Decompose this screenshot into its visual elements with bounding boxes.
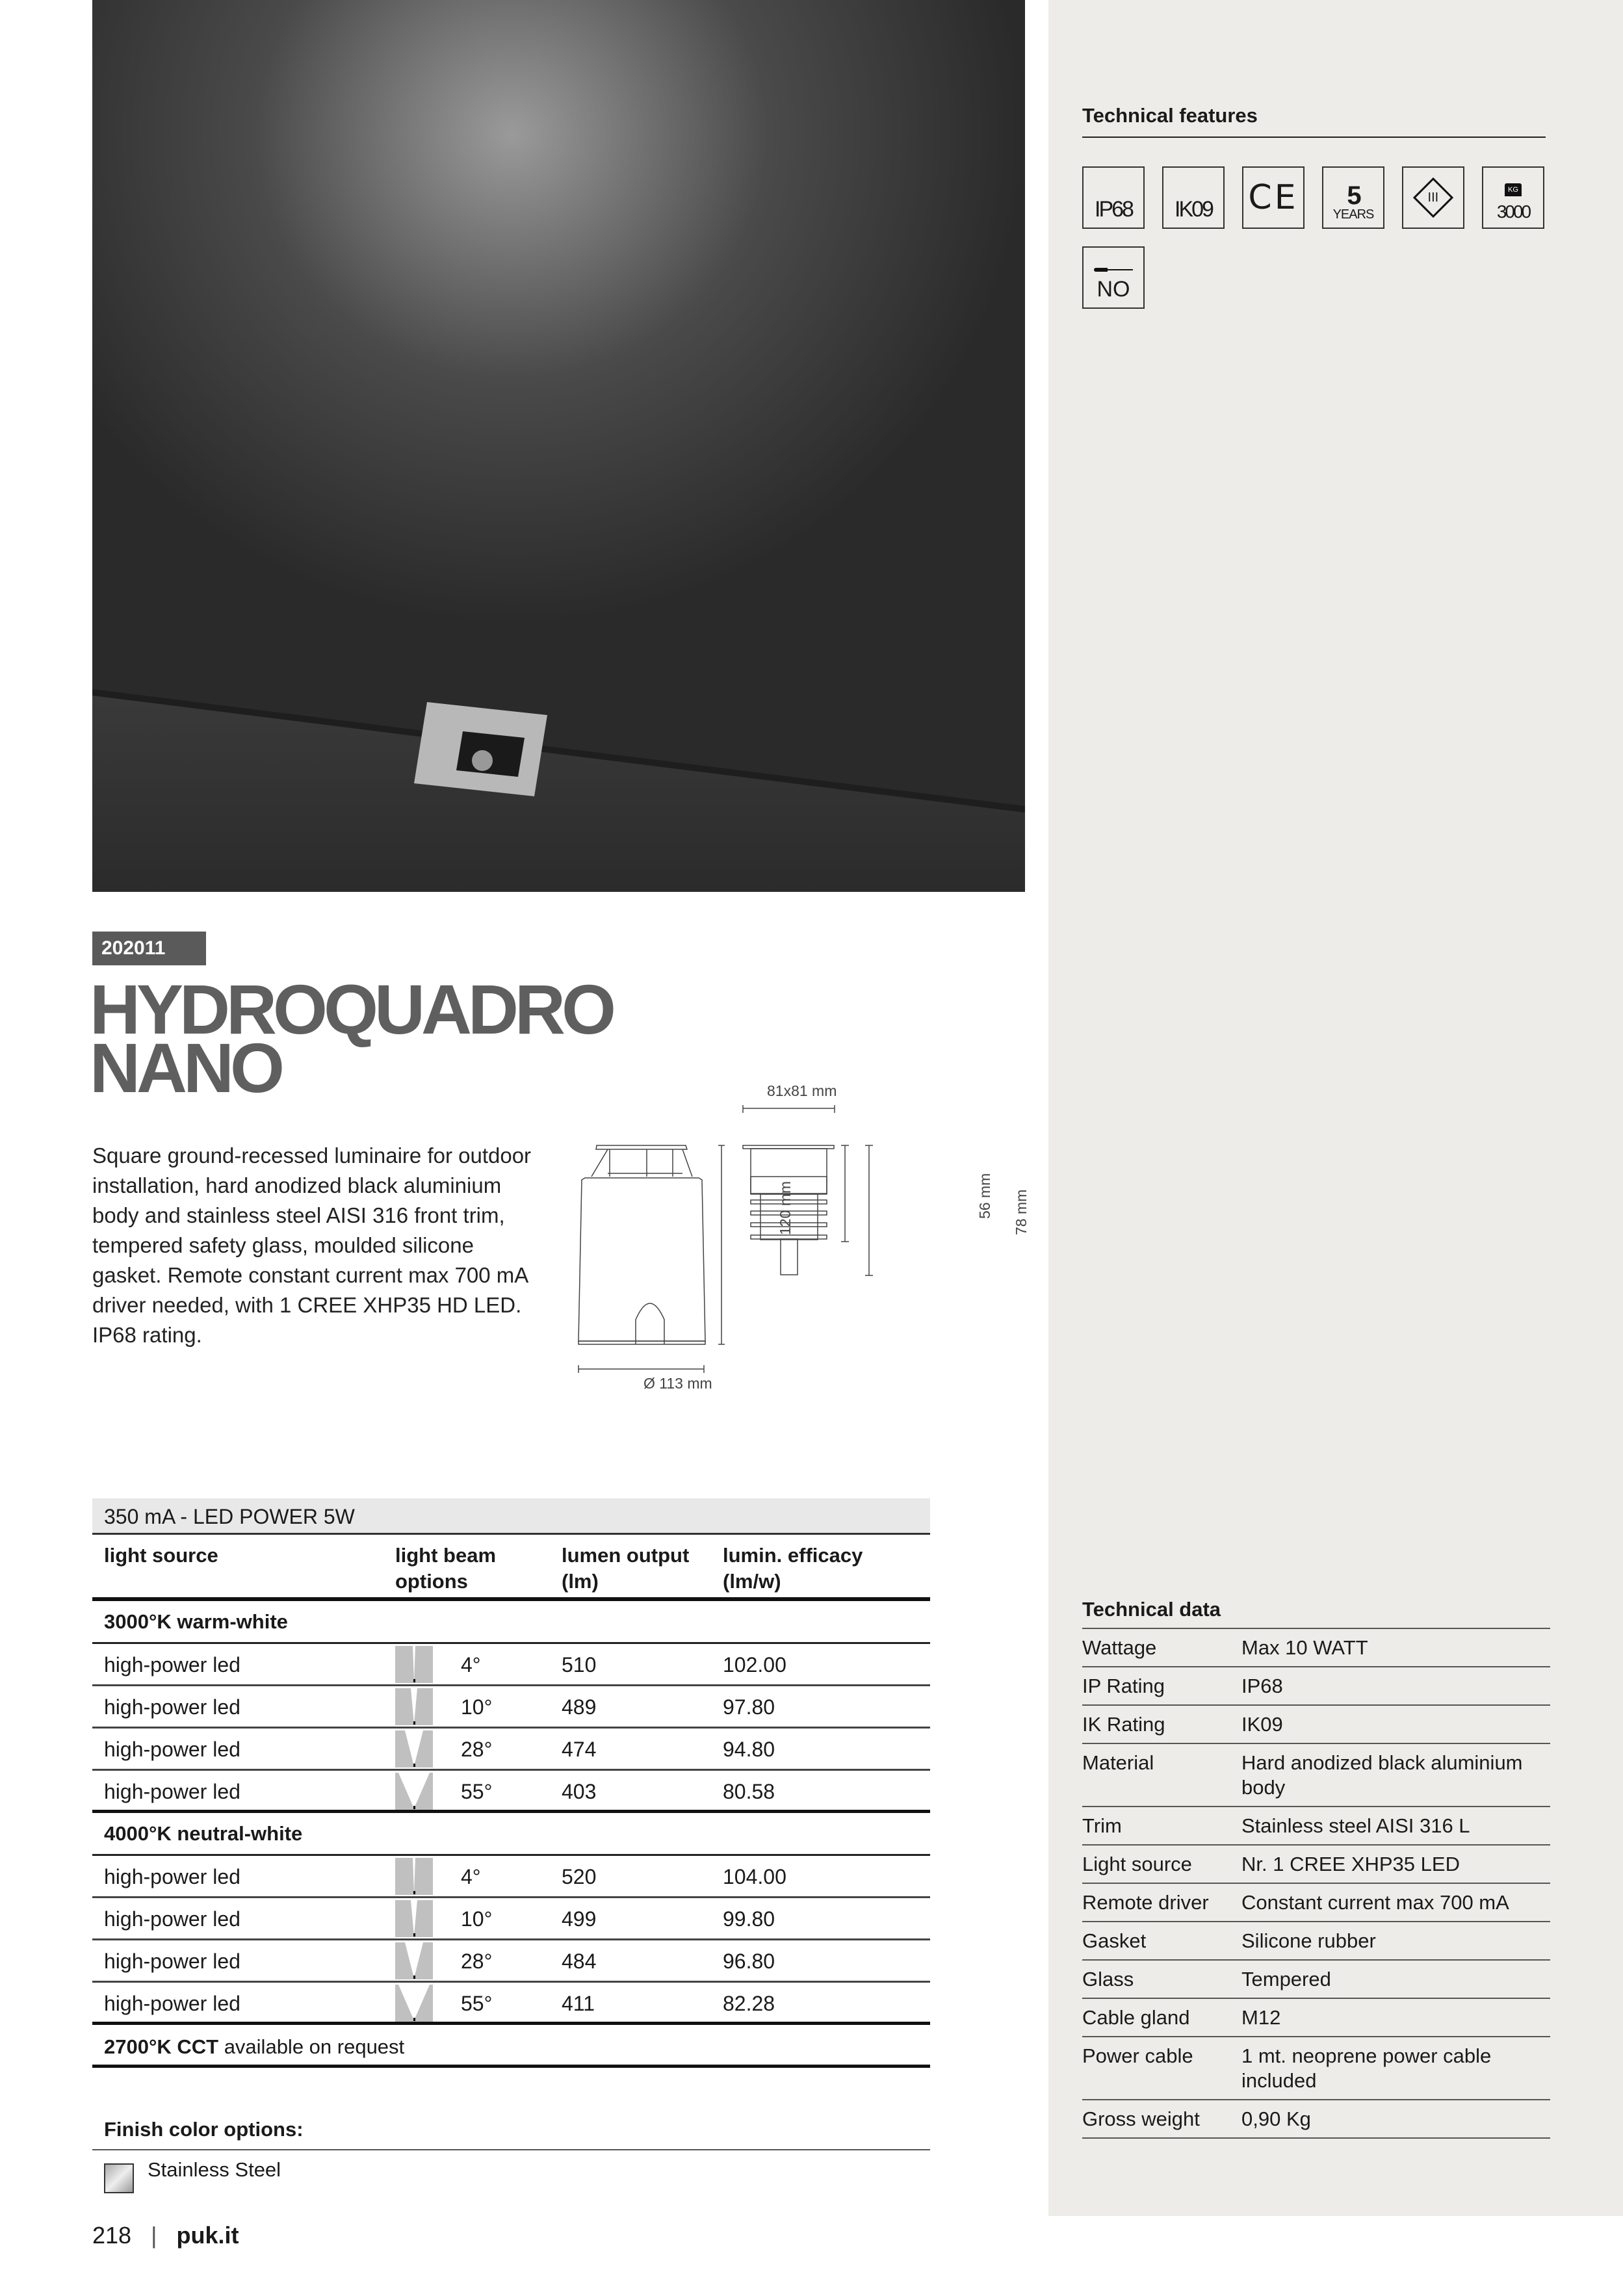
screwdriver-icon (1094, 268, 1133, 272)
dim-height-total: 120 mm (777, 1181, 794, 1235)
tech-data-value: IK09 (1241, 1713, 1283, 1736)
ic-label: CE (1248, 178, 1299, 217)
finish-option (92, 2150, 930, 2196)
class-iii-icon (1402, 166, 1464, 229)
light-source: high-power led (104, 1907, 240, 1931)
page-number: 218 (92, 2222, 132, 2249)
ce-mark-icon (1242, 166, 1305, 229)
ic-label: IP68 (1095, 197, 1132, 222)
technical-data-title: Technical data (1082, 1598, 1550, 1629)
dim-height-body: 56 mm (976, 1173, 993, 1219)
beam-angle-icon (395, 1942, 433, 1979)
tech-data-label: IK Rating (1082, 1713, 1165, 1736)
luminous-efficacy: 96.80 (723, 1950, 775, 1973)
tech-data-value: Max 10 WATT (1241, 1636, 1368, 1659)
luminous-efficacy: 97.80 (723, 1695, 775, 1719)
tech-data-value: Hard anodized black aluminium body (1241, 1751, 1523, 1799)
tech-data-value: IP68 (1241, 1675, 1283, 1697)
technical-features (1082, 104, 1546, 309)
column-header-lumen: lumen output (lm) (562, 1544, 690, 1593)
ic-sub: KG (1505, 183, 1522, 196)
title-line-1: HYDROQUADRO (90, 970, 613, 1049)
lumen-output: 510 (562, 1653, 597, 1676)
ic-label: 3000 (1496, 202, 1530, 222)
tech-data-row (1082, 2037, 1550, 2100)
product-photo (92, 0, 1025, 892)
lumen-output: 411 (562, 1992, 595, 2015)
group-header: 4000°K neutral-white (92, 1813, 930, 1856)
ic-label: NO (1097, 277, 1130, 302)
lumen-output: 484 (562, 1950, 597, 1973)
technical-drawing (559, 1073, 1053, 1398)
dim-diameter: Ø 113 mm (643, 1375, 712, 1392)
ic-label: IK09 (1175, 197, 1212, 222)
tech-data-value: Silicone rubber (1241, 1929, 1376, 1952)
tech-data-label: Remote driver (1082, 1891, 1209, 1914)
tech-data-value: Stainless steel AISI 316 L (1241, 1814, 1470, 1837)
beam-angle: 28° (461, 1950, 493, 1973)
tech-data-row (1082, 1999, 1550, 2037)
cct-note (92, 2025, 930, 2068)
luminous-efficacy: 94.80 (723, 1738, 775, 1761)
tech-data-row (1082, 1961, 1550, 1999)
note-bold: 2700°K CCT (104, 2035, 219, 2058)
diamond (1413, 177, 1453, 218)
ik09-icon (1162, 166, 1225, 229)
tech-data-row (1082, 1807, 1550, 1846)
tech-data-label: Cable gland (1082, 2006, 1190, 2029)
table-header (92, 1535, 930, 1601)
load-kg-icon (1482, 166, 1544, 229)
group-header: 3000°K warm-white (92, 1601, 930, 1644)
photometric-table (92, 1498, 930, 2068)
table-row (92, 1856, 930, 1898)
beam-angle-icon (395, 1773, 433, 1810)
stainless-steel-swatch (104, 2163, 134, 2193)
table-row (92, 1898, 930, 1940)
lumen-output: 499 (562, 1907, 597, 1931)
luminous-efficacy: 99.80 (723, 1907, 775, 1931)
dim-height-gland: 78 mm (1013, 1189, 1030, 1235)
beam-angle: 4° (461, 1653, 481, 1676)
lumen-output: 520 (562, 1865, 597, 1888)
tech-data-row (1082, 1629, 1550, 1667)
table-row (92, 1729, 930, 1771)
beam-angle: 55° (461, 1780, 493, 1803)
table-band-title: 350 mA - LED POWER 5W (92, 1498, 930, 1535)
lumen-output: 474 (562, 1738, 597, 1761)
tech-data-row (1082, 1884, 1550, 1922)
tech-data-label: Glass (1082, 1968, 1134, 1990)
tech-data-label: Gasket (1082, 1929, 1147, 1952)
tech-data-row (1082, 1706, 1550, 1744)
tech-data-label: Trim (1082, 1814, 1122, 1837)
beam-angle-icon (395, 1858, 433, 1895)
product-title (90, 970, 613, 1107)
light-source: high-power led (104, 1865, 240, 1888)
light-source: high-power led (104, 1992, 240, 2015)
lumen-output: 489 (562, 1695, 597, 1719)
note-text: available on request (218, 2035, 405, 2058)
tech-data-row (1082, 1922, 1550, 1961)
ic-label: III (1427, 190, 1439, 205)
product-code: 202011 (92, 932, 206, 965)
table-row (92, 1644, 930, 1686)
luminous-efficacy: 104.00 (723, 1865, 786, 1888)
footer-separator: | (151, 2222, 157, 2249)
beam-angle: 28° (461, 1738, 493, 1761)
light-source: high-power led (104, 1653, 240, 1676)
luminous-efficacy: 82.28 (723, 1992, 775, 2015)
beam-angle-icon (395, 1730, 433, 1768)
column-header-beam: light beam options (395, 1544, 497, 1593)
column-header-source: light source (104, 1544, 218, 1567)
tech-data-label: Wattage (1082, 1636, 1157, 1659)
luminous-efficacy: 102.00 (723, 1653, 786, 1676)
finish-options (92, 2113, 930, 2196)
ip68-icon (1082, 166, 1145, 229)
beam-angle-icon (395, 1688, 433, 1725)
light-source: high-power led (104, 1950, 240, 1973)
column-header-efficacy: lumin. efficacy (lm/w) (723, 1544, 863, 1593)
beam-angle-icon (395, 1900, 433, 1937)
title-line-2: NANO (90, 1028, 281, 1107)
tech-data-row (1082, 1744, 1550, 1807)
light-source: high-power led (104, 1695, 240, 1719)
tech-data-label: Power cable (1082, 2044, 1193, 2067)
table-row (92, 1771, 930, 1813)
product-description: Square ground-recessed luminaire for outdoor installation, hard anodized black aluminium body and stainless steel AISI 316 front trim, tempered safety glass, moulded silicone gasket. Remote constant current max 700 mA driver needed, with 1 CREE XHP35 HD LED. IP68 rating. (92, 1143, 532, 1347)
footer (92, 2222, 239, 2249)
beam-angle: 10° (461, 1907, 493, 1931)
ic-sub: YEARS (1332, 207, 1374, 222)
technical-data (1082, 1598, 1550, 2139)
tech-data-label: Light source (1082, 1853, 1192, 1875)
light-source: high-power led (104, 1780, 240, 1803)
tech-data-label: Material (1082, 1751, 1154, 1774)
tech-data-value: Constant current max 700 mA (1241, 1891, 1509, 1914)
ic-label: 5 (1347, 181, 1360, 210)
finish-option-label: Stainless Steel (148, 2158, 281, 2181)
lumen-output: 403 (562, 1780, 597, 1803)
finish-title: Finish color options: (92, 2113, 930, 2150)
beam-angle: 55° (461, 1992, 493, 2015)
tech-data-value: 1 mt. neoprene power cable included (1241, 2044, 1492, 2092)
table-row (92, 1983, 930, 2025)
footer-site: puk.it (176, 2222, 239, 2249)
tech-data-label: Gross weight (1082, 2107, 1200, 2130)
tech-data-row (1082, 1667, 1550, 1706)
beam-angle-icon (395, 1646, 433, 1683)
tech-data-value: M12 (1241, 2006, 1281, 2029)
beam-angle: 4° (461, 1865, 481, 1888)
beam-angle-icon (395, 1985, 433, 2022)
warranty-icon (1322, 166, 1384, 229)
tech-data-value: 0,90 Kg (1241, 2107, 1311, 2130)
table-row (92, 1940, 930, 1983)
luminous-efficacy: 80.58 (723, 1780, 775, 1803)
technical-features-title: Technical features (1082, 104, 1546, 138)
no-tools-icon (1082, 246, 1145, 309)
tech-data-value: Tempered (1241, 1968, 1331, 1990)
beam-angle: 10° (461, 1695, 493, 1719)
tech-data-row (1082, 2100, 1550, 2139)
tech-data-value: Nr. 1 CREE XHP35 LED (1241, 1853, 1460, 1875)
tech-data-label: IP Rating (1082, 1675, 1165, 1697)
light-source: high-power led (104, 1738, 240, 1761)
tech-data-row (1082, 1846, 1550, 1884)
table-row (92, 1686, 930, 1729)
dim-top-width: 81x81 mm (767, 1082, 837, 1099)
